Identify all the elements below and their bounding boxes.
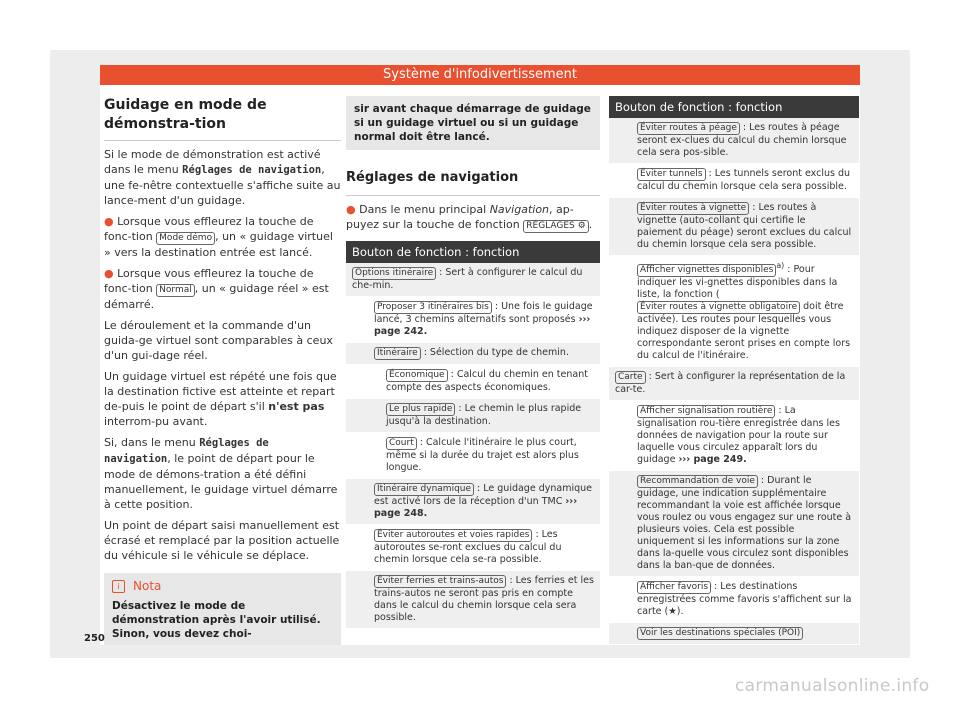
page-number: 250 xyxy=(84,633,105,644)
paragraph-5: Un point de départ saisi manuellement est écrasé et remplacé par la position actuelle du véhicule si le véhicule se déplace. xyxy=(104,519,340,562)
bullet-demo-mode: ● Lorsque vous effleurez la touche de fonc-tion Mode démo , un « guidage virtuel » vers la destination entrée est lancé. xyxy=(104,215,333,259)
note-text: Désactivez le mode de démonstration après l'avoir utilisé. Sinon, vous devez choi- xyxy=(112,600,321,640)
table-row: Éviter autoroutes et voies rapides : Les autoroutes se-ront exclues du calcul du chemin lorsque cela se-ra possible. xyxy=(346,525,600,571)
right-column xyxy=(609,96,859,645)
table-row: Éviter routes à péage : Les routes à péage seront ex-clues du calcul du chemin lorsque cela sera pos-sible. xyxy=(609,118,859,164)
bullet-icon: ● xyxy=(104,267,118,280)
settings-key: RÉGLAGES ⚙ xyxy=(523,220,588,233)
section-heading-demo: Guidage en mode de démonstra-tion xyxy=(104,96,341,141)
table-row: Afficher signalisation routière : La signalisation rou-tière enregistrée dans les données de navigation pour la route sur laquelle vous circulez apparaît lors du guidage ››› page 249. xyxy=(609,401,859,471)
watermark: carmanualsonline.info xyxy=(735,676,930,696)
table-row: Le plus rapide : Le chemin le plus rapide jusqu'à la destination. xyxy=(346,399,600,433)
table-row: Afficher favoris : Les destinations enregistrées comme favoris s'affichent sur la carte (★). xyxy=(609,577,859,623)
bullet-normal-mode: ● Lorsque vous effleurez la touche de fonc-tion Normal , un « guidage réel » est démarré. xyxy=(104,267,329,311)
table-row: Éviter routes à vignette : Les routes à vignette (auto-collant qui certifie le paiement du péage) seront exclues du calcul du chemin lorsque cela sera possible. xyxy=(609,198,859,256)
middle-column xyxy=(346,96,600,629)
function-table xyxy=(346,241,600,629)
section-heading-settings: Réglages de navigation xyxy=(346,168,600,196)
menu-name: Réglages de navigation xyxy=(182,164,322,176)
paragraph-3: Un guidage virtuel est répété une fois que la destination fictive est atteinte et repart de-puis le point de départ s'il n'est pas interrom-pu avant. xyxy=(104,370,337,428)
table-row: Court : Calcule l'itinéraire le plus court, même si la durée du trajet est alors plus longue. xyxy=(346,433,600,479)
table-row: Économique : Calcul du chemin en tenant compte des aspects économiques. xyxy=(346,365,600,399)
intro-paragraph: Si le mode de démonstration est activé dans le menu Réglages de navigation, une fe-nêtre contextuelle s'affiche suite au lance-ment d'un guidage. xyxy=(104,148,341,207)
left-column xyxy=(104,96,341,645)
note-box xyxy=(104,573,341,645)
table-row: Carte : Sert à configurer la représentation de la car-te. xyxy=(609,367,859,401)
table-row: Éviter tunnels : Les tunnels seront exclus du calcul du chemin lorsque cela sera possible. xyxy=(609,164,859,198)
table-header: Bouton de fonction : fonction xyxy=(346,241,600,263)
bullet-icon: ● xyxy=(346,203,360,216)
table-header: Bouton de fonction : fonction xyxy=(609,96,859,118)
bullet-settings: ● Dans le menu principal Navigation, ap-puyez sur la touche de fonction RÉGLAGES ⚙ . xyxy=(346,203,593,231)
demo-mode-key: Mode démo xyxy=(156,232,215,245)
table-row: Itinéraire : Sélection du type de chemin. xyxy=(346,343,600,365)
note-continuation: sir avant chaque démarrage de guidage si un guidage virtuel ou si un guidage normal doit être lancé. xyxy=(346,96,600,150)
menu-name: Réglages de navigation xyxy=(104,437,269,465)
paragraph-2: Le déroulement et la commande d'un guida-ge virtuel sont comparables à ceux d'un gui-dage réel. xyxy=(104,319,333,362)
info-icon: i xyxy=(112,580,125,593)
table-row: Voir les destinations spéciales (POI) xyxy=(609,623,859,645)
chapter-banner: Système d'infodivertissement xyxy=(100,65,860,85)
table-row: Proposer 3 itinéraires bis : Une fois le guidage lancé, 3 chemins alternatifs sont proposés ››› page 242. xyxy=(346,297,600,343)
star-icon: ★ xyxy=(668,606,677,618)
bullet-icon: ● xyxy=(104,215,118,228)
table-row: Options itinéraire : Sert à configurer le calcul du che-min. xyxy=(346,263,600,297)
paragraph-4: Si, dans le menu Réglages de navigation, le point de départ pour le mode de démons-tration a été défini manuellement, le guidage virtuel démarre à cette position. xyxy=(104,436,338,511)
table-row: Éviter ferries et trains-autos : Les ferries et les trains-autos ne seront pas pris en compte dans le calcul du chemin lorsque cela sera possible. xyxy=(346,571,600,629)
table-row: Recommandation de voie : Durant le guidage, une indication supplémentaire recommandant la voie est affichée lorsque vous roulez ou vous engagez sur une route à plusieurs voies. Cela est possible uniquement si les informations sur la zone dans la-quelle vous circulez sont disponibles dans la ban-que de données. xyxy=(609,471,859,577)
table-row: Itinéraire dynamique : Le guidage dynamique est activé lors de la réception d'un TMC ››› page 248. xyxy=(346,479,600,525)
note-header: i Nota xyxy=(112,579,333,593)
normal-key: Normal xyxy=(156,284,195,297)
table-row: Afficher vignettes disponibles $^{a)}$ : Pour indiquer les vi-gnettes disponibles dans la liste, la fonction (Éviter routes à vignette obligatoire doit être activée). Les routes pour lesquelles vous indiquez disposer de la vignette correspondante seront prises en compte lors du calcul de l'itinéraire. xyxy=(609,256,859,367)
